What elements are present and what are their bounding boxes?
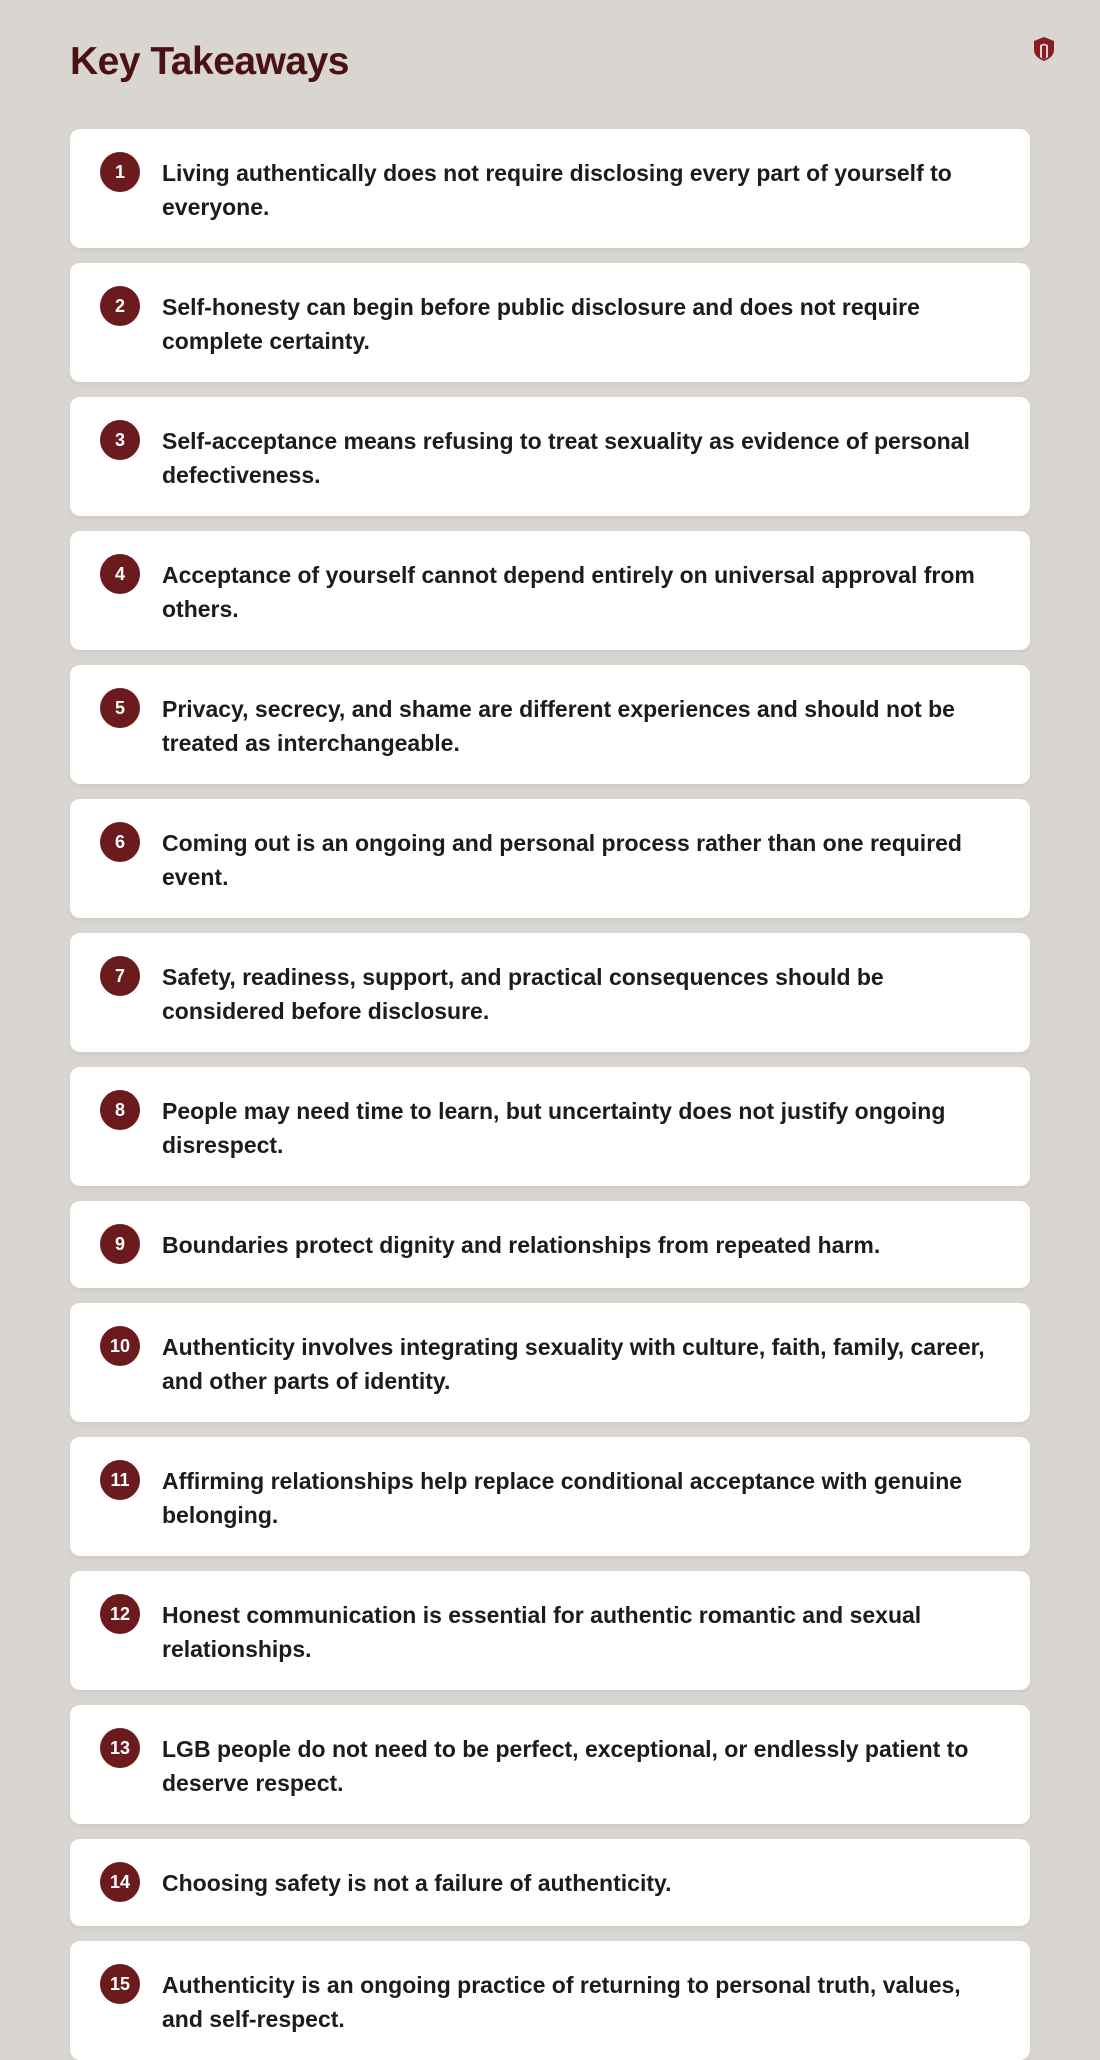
number-badge: 11 (100, 1460, 140, 1500)
number-badge: 14 (100, 1862, 140, 1902)
takeaway-text: LGB people do not need to be perfect, exceptional, or endlessly patient to deserve respect. (162, 1736, 969, 1796)
takeaway-text: Self-honesty can begin before public disclosure and does not require complete certainty. (162, 294, 920, 354)
number-badge: 5 (100, 688, 140, 728)
list-item (70, 1201, 1030, 1288)
takeaway-text: Acceptance of yourself cannot depend entirely on universal approval from others. (162, 562, 975, 622)
number-badge: 15 (100, 1964, 140, 2004)
number-badge: 1 (100, 152, 140, 192)
number-badge: 9 (100, 1224, 140, 1264)
list-item (70, 1571, 1030, 1690)
list-item (70, 1839, 1030, 1926)
number-badge: 4 (100, 554, 140, 594)
takeaway-text: Affirming relationships help replace conditional acceptance with genuine belonging. (162, 1468, 963, 1528)
takeaway-text: Choosing safety is not a failure of authenticity. (162, 1870, 672, 1896)
number-badge: 10 (100, 1326, 140, 1366)
list-item (70, 1437, 1030, 1556)
number-badge: 13 (100, 1728, 140, 1768)
takeaway-text: Privacy, secrecy, and shame are different experiences and should not be treated as interchangeable. (162, 696, 955, 756)
list-item (70, 665, 1030, 784)
number-badge: 8 (100, 1090, 140, 1130)
number-badge: 12 (100, 1594, 140, 1634)
takeaway-text: Authenticity involves integrating sexuality with culture, faith, family, career, and other parts of identity. (162, 1334, 985, 1394)
number-badge: 7 (100, 956, 140, 996)
list-item (70, 263, 1030, 382)
shield-icon (1033, 36, 1055, 62)
number-badge: 6 (100, 822, 140, 862)
takeaway-text: People may need time to learn, but uncertainty does not justify ongoing disrespect. (162, 1098, 946, 1158)
takeaway-text: Living authentically does not require disclosing every part of yourself to everyone. (162, 160, 952, 220)
takeaway-text: Coming out is an ongoing and personal process rather than one required event. (162, 830, 962, 890)
list-item (70, 1941, 1030, 2060)
takeaways-list (70, 129, 1030, 2060)
list-item (70, 933, 1030, 1052)
list-item (70, 129, 1030, 248)
takeaway-text: Safety, readiness, support, and practical consequences should be considered before disclosure. (162, 964, 884, 1024)
takeaway-text: Authenticity is an ongoing practice of returning to personal truth, values, and self-respect. (162, 1972, 961, 2032)
page-title: Key Takeaways (70, 40, 349, 83)
number-badge: 2 (100, 286, 140, 326)
list-item (70, 531, 1030, 650)
list-item (70, 1067, 1030, 1186)
list-item (70, 1705, 1030, 1824)
takeaway-text: Honest communication is essential for authentic romantic and sexual relationships. (162, 1602, 922, 1662)
list-item (70, 799, 1030, 918)
list-item (70, 397, 1030, 516)
number-badge: 3 (100, 420, 140, 460)
takeaway-text: Boundaries protect dignity and relationships from repeated harm. (162, 1232, 881, 1258)
takeaway-text: Self-acceptance means refusing to treat sexuality as evidence of personal defectiveness. (162, 428, 970, 488)
list-item (70, 1303, 1030, 1422)
